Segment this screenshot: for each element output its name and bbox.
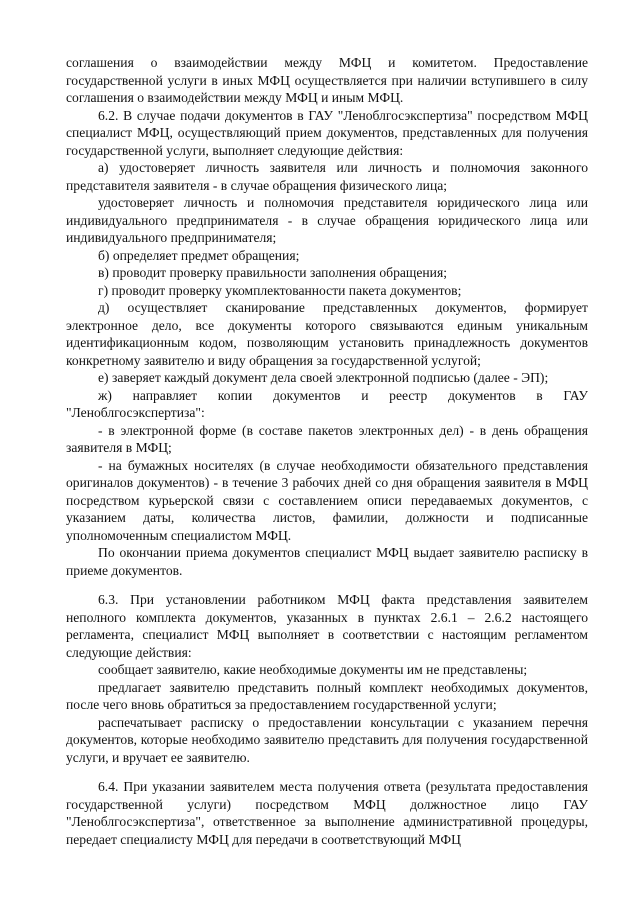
paragraph-agreement-continuation: соглашения о взаимодействии между МФЦ и комитетом. Предоставление государственной услуги в иных МФЦ осуществляется при наличии вступившего в силу соглашения о взаимодействии между МФЦ и иным МФЦ. (66, 55, 588, 105)
section-gap (66, 579, 588, 591)
paragraph-receipt: По окончании приема документов специалист МФЦ выдает заявителю расписку в приеме документов. (66, 545, 588, 578)
paragraph-electronic-form: - в электронной форме (в составе пакетов электронных дел) - в день обращения заявителя в МФЦ; (66, 422, 588, 455)
paragraph-6-2: 6.2. В случае подачи документов в ГАУ "Леноблгосэкспертиза" посредством МФЦ специалист МФЦ, осуществляющий прием документов, представленных для получения государственной услуги, выполняет следующие действия: (66, 107, 588, 158)
paragraph-6-2-zh: ж) направляет копии документов и реестр документов в ГАУ "Леноблгосэкспертиза": (66, 387, 588, 420)
section-gap (66, 766, 588, 778)
paragraph-6-3: 6.3. При установлении работником МФЦ факта представления заявителем неполного комплекта документов, указанных в пунктах 2.6.1 – 2.6.2 настоящего регламента, специалист МФЦ выполняет в соответствии с настоящим регламентом следующие действия: (66, 592, 588, 660)
paragraph-6-2-a-legal-entity: удостоверяет личность и полномочия представителя юридического лица или индивидуального предпринимателя - в случае обращения юридического лица или индивидуального предпринимателя; (66, 195, 588, 245)
paragraph-6-3-propose: предлагает заявителю представить полный комплект необходимых документов, после чего вновь обратиться за предоставлением государственной услуги; (66, 679, 588, 712)
paragraph-6-2-g: г) проводит проверку укомплектованности пакета документов; (98, 282, 462, 298)
paragraph-6-2-v: в) проводит проверку правильности заполнения обращения; (98, 265, 447, 280)
paragraph-6-2-e: е) заверяет каждый документ дела своей электронной подписью (далее - ЭП); (98, 370, 549, 385)
paragraph-paper-form: - на бумажных носителях (в случае необходимости обязательного представления оригиналов документов) - в течение 3 рабочих дней со дня обращения заявителя в МФЦ посредством курьерской связи с составлением описи передаваемых документов, с указанием даты, количества листов, фамилии, должности и подписанные уполномоченным специалистом МФЦ. (66, 457, 588, 543)
paragraph-6-4: 6.4. При указании заявителем места получения ответа (результата предоставления государственной услуги) посредством МФЦ должностное лицо ГАУ "Леноблгосэкспертиза", ответственное за выполнение административной процедуры, передает специалисту МФЦ для передачи в соответствующий МФЦ (66, 779, 588, 847)
paragraph-6-3-print: распечатывает расписку о предоставлении консультации с указанием перечня документов, которые необходимо заявителю представить для получения государственной услуги, и вручает ее заявителю. (66, 714, 588, 765)
paragraph-6-2-a: а) удостоверяет личность заявителя или личность и полномочия законного представителя заявителя - в случае обращения физического лица; (66, 160, 588, 193)
paragraph-6-3-inform: сообщает заявителю, какие необходимые документы им не представлены; (98, 662, 528, 677)
paragraph-6-2-b: б) определяет предмет обращения; (98, 247, 300, 263)
paragraph-6-2-d: д) осуществляет сканирование представленных документов, формирует электронное дело, все документы которого связываются единым уникальным идентификационным кодом, позволяющим установить принадлежность документов конкретному заявителю и виду обращения за государственной услугой; (66, 300, 588, 368)
